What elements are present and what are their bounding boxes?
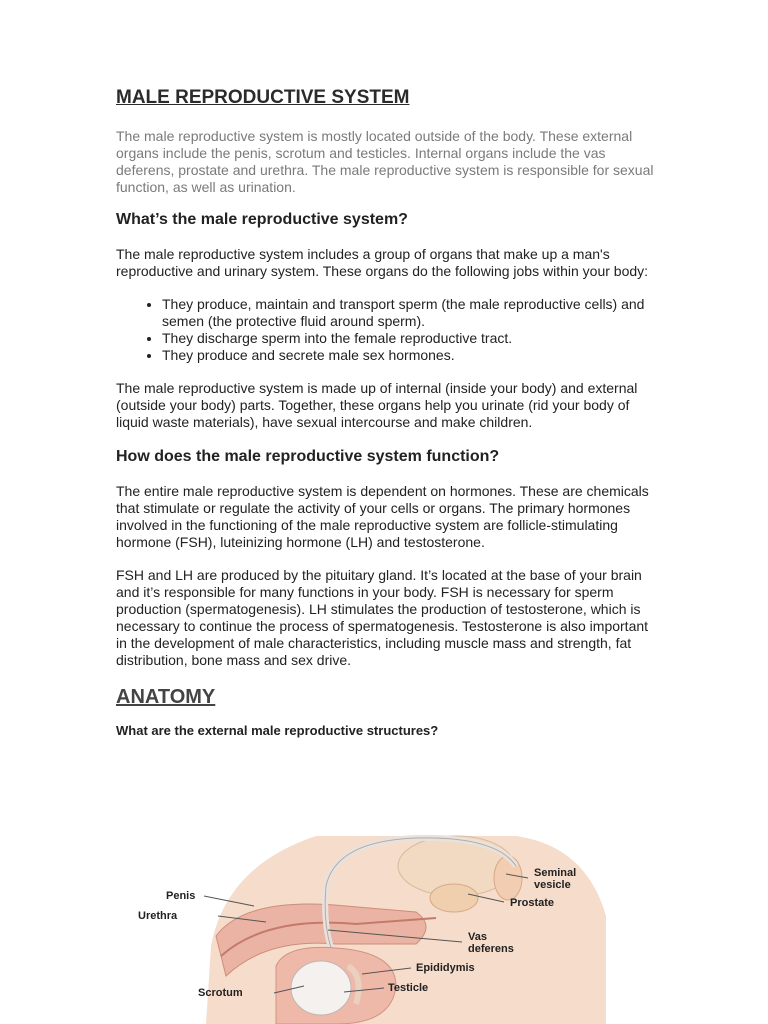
list-item: • They discharge sperm into the female reproductive tract. <box>162 330 656 347</box>
label-seminal-2: vesicle <box>534 879 571 891</box>
anatomy-diagram <box>116 826 616 1024</box>
list-item: • They produce and secrete male sex hormones. <box>162 347 656 364</box>
paragraph: The male reproductive system is made up of internal (inside your body) and external (outside your body) parts. Together, these organs help you urinate (rid your body of liquid waste materials), have sexual intercourse and make children. <box>116 380 638 430</box>
label-penis: Penis <box>166 890 196 902</box>
testicle-shape <box>291 961 351 1015</box>
intro-paragraph: The male reproductive system is mostly located outside of the body. These external organs include the penis, scrotum and testicles. Internal organs include the vas deferens, prostate and urethra. The male reproductive system is responsible for sexual function, as well as urination. <box>116 128 654 195</box>
paragraph: FSH and LH are produced by the pituitary gland. It’s located at the base of your brain and it’s responsible for many functions in your body. FSH is necessary for sperm production (spermatogenesis). LH stimulates the production of testosterone, which is necessary to continue the process of spermatogenesis. Testosterone is also important in the development of male characteristics, including muscle mass and strength, fat distribution, bone mass and sex drive. <box>116 567 649 668</box>
list-item: • They produce, maintain and transport sperm (the male reproductive cells) and semen (the protective fluid around sperm). <box>162 296 656 330</box>
prostate-shape <box>430 884 478 912</box>
label-urethra: Urethra <box>138 910 178 922</box>
label-scrotum: Scrotum <box>198 987 243 999</box>
label-testicle: Testicle <box>388 982 429 994</box>
page-title: MALE REPRODUCTIVE SYSTEM <box>116 87 410 108</box>
anatomy-heading: ANATOMY <box>116 686 216 708</box>
label-epididymis: Epididymis <box>416 962 475 974</box>
anatomy-subheading: What are the external male reproductive structures? <box>116 723 439 738</box>
seminal-vesicle-shape <box>494 856 522 900</box>
bullet-list <box>116 296 656 364</box>
section-heading-what: What’s the male reproductive system? <box>116 211 408 228</box>
anatomy-illustration <box>116 826 616 1024</box>
paragraph: The entire male reproductive system is dependent on hormones. These are chemicals that stimulate or regulate the activity of your cells or organs. The primary hormones involved in the functioning of the male reproductive system are follicle-stimulating hormone (FSH), luteinizing hormone (LH) and testosterone. <box>116 483 649 550</box>
label-vas-1: Vas <box>468 931 487 943</box>
label-prostate: Prostate <box>510 897 555 909</box>
section-heading-function: How does the male reproductive system function? <box>116 448 500 465</box>
document-page <box>116 86 656 750</box>
paragraph: The male reproductive system includes a group of organs that make up a man's reproductive and urinary system. These organs do the following jobs within your body: <box>116 246 649 279</box>
label-vas-2: deferens <box>468 943 514 955</box>
label-seminal-1: Seminal <box>534 867 577 879</box>
